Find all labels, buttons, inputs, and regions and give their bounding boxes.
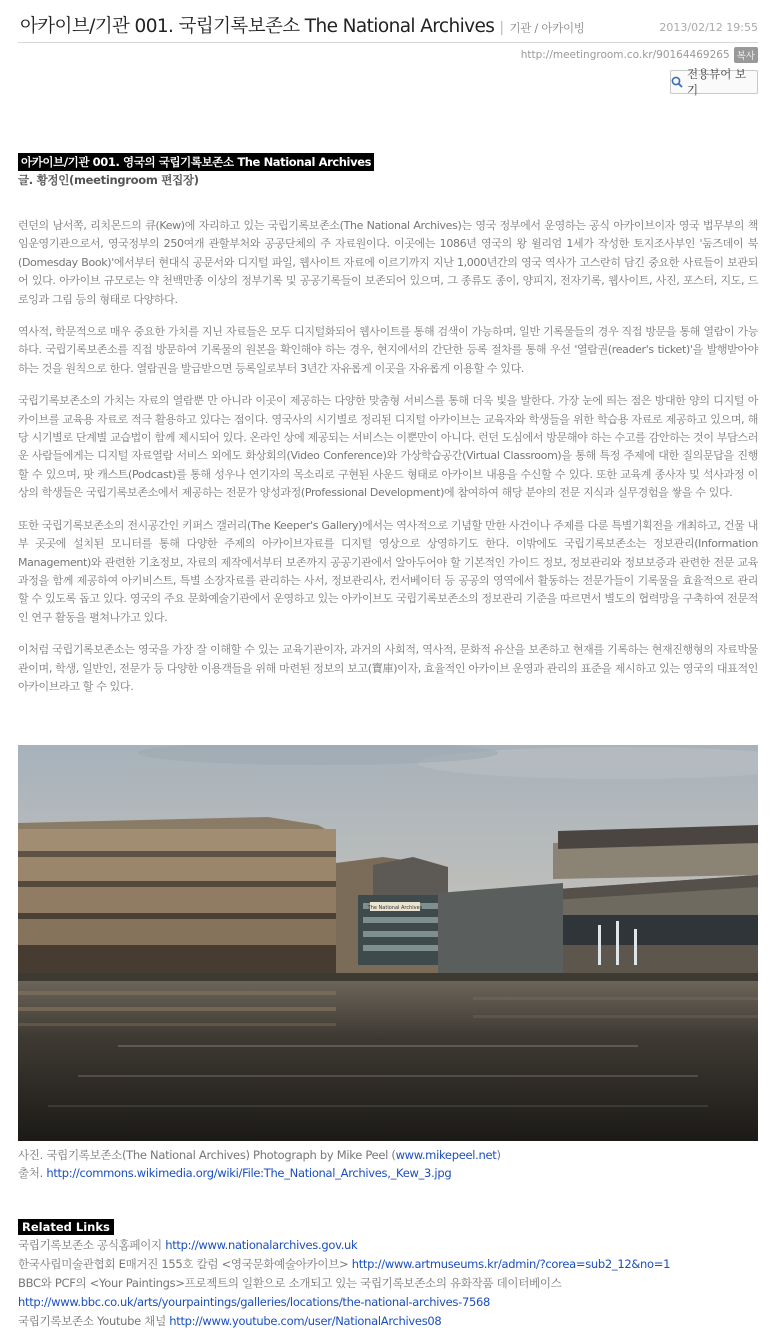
viewer-button-label: 전용뷰어 보기: [686, 67, 747, 97]
exclusive-viewer-button[interactable]: [670, 67, 758, 97]
permalink-row: [521, 47, 758, 63]
related-links-heading: Related Links: [18, 1219, 114, 1235]
article-byline: 글. 황정인(meetingroom 편집장): [18, 173, 199, 187]
copy-url-button[interactable]: 복사: [734, 47, 758, 63]
post-date: 2013/02/12 19:55: [659, 21, 758, 34]
related-link-item: [18, 1236, 670, 1255]
article-paragraph: 국립기록보존소의 가치는 자료의 열람뿐 만 아니라 이곳이 제공하는 다양한 맞춤형 서비스를 통해 더욱 빛을 발한다. 가장 눈에 띄는 점은 방대한 양의 디지털 아카이브를 교육용 자료로 적극 활용하고 있다는 점이다. 영국사의 시기별로 정리된 디지털 아카이브는 교육자와 학생들을 위한 학습용 자료로 제공하고 있으며, 해당 시기별로 단계별 교습법이 함께 제시되어 있다. 온라인 상에 제공되는 서비스는 이뿐만이 아니다. 런던 도심에서 방문해야 하는 수고를 감안하는 것이 부담스러운 사람들에게는 디지털 자료열람 서비스 외에도 화상회의(Video Conference)와 가상학습공간(Virtual Classroom)을 통해 특정 주제에 대한 질의문답을 진행할 수 있으며, 팟 캐스트(Podcast)를 통해 성우나 연기자의 목소리로 구현된 사운드 형태로 아카이브 내용을 수신할 수 있다. 또한 교육계 종사자 및 석사과정 이상의 학생들은 국립기록보존소에서 제공하는 전문가 양성과정(Professional Development)에 참여하여 해당 분야의 전문 지식과 실무경험을 쌓을 수 있다.: [18, 394, 758, 500]
archives-building-photo[interactable]: [18, 745, 758, 1141]
building-illustration: [18, 745, 758, 1141]
post-title[interactable]: 아카이브/기관 001. 국립기록보존소 The National Archives: [20, 16, 495, 37]
photo-credit-text: 사진. 국립기록보존소(The National Archives) Photograph by Mike Peel (: [18, 1148, 396, 1162]
photographer-link[interactable]: www.mikepeel.net: [395, 1148, 497, 1162]
post-header: [18, 10, 758, 43]
article-paragraph: 런던의 남서쪽, 리치몬드의 큐(Kew)에 자리하고 있는 국립기록보존소(The National Archives)는 영국 정부에서 운영하는 공식 아카이브이자 영국 법무부의 책임운영기관으로서, 영국정부의 250여개 관할부처와 공공단체의 주 자료원이다. 이곳에는 1086년 영국의 왕 윌리엄 1세가 작성한 토지조사부인 '둠즈데이 북(Domesday Book)'에서부터 현대식 공문서와 디지털 파일, 웹사이트 자료에 이르기까지 지난 1,000년간의 영국 역사가 고스란히 담긴 중요한 사료들이 보관되어 있다. 아카이브 규모로는 약 천백만종 이상의 정부기록 및 공공기록들이 보존되어 있으며, 그 종류도 종이, 양피지, 전자기록, 웹사이트, 사진, 포스터, 지도, 드로잉과 그림 등의 형태로 다양하다.: [18, 219, 758, 306]
related-link-item: [18, 1293, 670, 1312]
related-link-url[interactable]: http://www.youtube.com/user/NationalArchives08: [169, 1314, 442, 1328]
permalink-url[interactable]: http://meetingroom.co.kr/90164469265: [520, 49, 730, 61]
photo-caption: [18, 1146, 501, 1182]
article-paragraph: 역사적, 학문적으로 매우 중요한 가치를 지닌 자료들은 모두 디지털화되어 웹사이트를 통해 검색이 가능하며, 일반 기록물들의 경우 직접 방문을 통해 열람이 가능하다. 국립기록보존소를 직접 방문하여 기록물의 원본을 확인해야 하는 경우, 현지에서의 간단한 등록 절차를 통해 우선 '열람권(reader's ticket)'을 발행받아야 하는 것을 원칙으로 한다. 열람권을 발급받으면 등록일로부터 3년간 자유롭게 이곳을 자유롭게 이용할 수 있다.: [18, 325, 758, 375]
article-body: [18, 217, 758, 710]
related-link-url[interactable]: http://www.artmuseums.kr/admin/?corea=sub2_12&no=1: [351, 1257, 671, 1271]
title-separator: |: [499, 20, 504, 36]
building-sign: The National Archives: [367, 905, 423, 911]
related-link-label: BBC와 PCF의 <Your Paintings>프로젝트의 일환으로 소개되고 있는 국립기록보존소의 유화작품 데이터베이스: [18, 1276, 562, 1290]
post-title-line: [20, 12, 585, 38]
article-paragraph: 또한 국립기록보존소의 전시공간인 키퍼스 갤러리(The Keeper's Gallery)에서는 역사적으로 기념할 만한 사건이나 주제를 다룬 특별기획전을 개최하고, 건물 내부 곳곳에 설치된 모니터를 통해 다양한 주제의 아카이브자료를 디지털 영상으로 상영하기도 한다. 이밖에도 국립기록보존소는 정보관리(Information Management)와 관련한 기초정보, 자료의 제작에서부터 보존까지 공공기관에서 알아두어야 할 기본적인 가이드 정보, 정보관리와 정보보증과 관련한 전문 교육과정을 함께 제공하여 아키비스트, 특별 소장자료를 관리하는 사서, 정보관리사, 컨서베이터 등 공공의 영역에서 활동하는 전문가들이 기록물을 효율적으로 관리할 수 있도록 돕고 있다. 영국의 주요 문화예술기관에서 운영하고 있는 아카이브도 국립기록보존소의 정보관리 기준을 따르면서 별도의 협력망을 구축하여 전문적인 연구 활동을 펼쳐나가고 있다.: [18, 518, 758, 624]
related-link-label: 국립기록보존소 공식홈페이지: [18, 1238, 166, 1252]
related-link-item: [18, 1274, 670, 1293]
related-link-item: [18, 1255, 670, 1274]
post-category[interactable]: 기관 / 아카이빙: [509, 21, 585, 35]
related-link-item: [18, 1312, 670, 1331]
photo-source-label: 출처.: [18, 1166, 47, 1180]
photo-credit-line: [18, 1146, 501, 1164]
related-link-label: 한국사립미술관협회 E매거진 155호 칼럼 <영국문화예술아카이브>: [18, 1257, 352, 1271]
related-link-url[interactable]: http://www.nationalarchives.gov.uk: [165, 1238, 358, 1252]
magnifier-icon: [671, 76, 683, 88]
article-subheading: 아카이브/기관 001. 영국의 국립기록보존소 The National Archives: [18, 153, 374, 171]
photo-source-line: [18, 1164, 501, 1182]
related-links-list: [18, 1236, 670, 1331]
related-link-label: 국립기록보존소 Youtube 채널: [18, 1314, 170, 1328]
photo-source-link[interactable]: http://commons.wikimedia.org/wiki/File:The_National_Archives,_Kew_3.jpg: [46, 1166, 452, 1180]
photo-credit-close: ): [496, 1148, 501, 1162]
article-paragraph: 이처럼 국립기록보존소는 영국을 가장 잘 이해할 수 있는 교육기관이자, 과거의 사회적, 역사적, 문화적 유산을 보존하고 현재를 기록하는 현재진행형의 자료박물관이며, 학생, 일반인, 전문가 등 다양한 이용객들을 위해 마련된 정보의 보고(寶庫)이자, 효율적인 아카이브 운영과 관리의 표준을 제시하고 있는 영국의 대표적인 아카이브라고 할 수 있다.: [18, 643, 758, 693]
related-link-url[interactable]: http://www.bbc.co.uk/arts/yourpaintings/galleries/locations/the-national-archives-7568: [18, 1295, 491, 1309]
